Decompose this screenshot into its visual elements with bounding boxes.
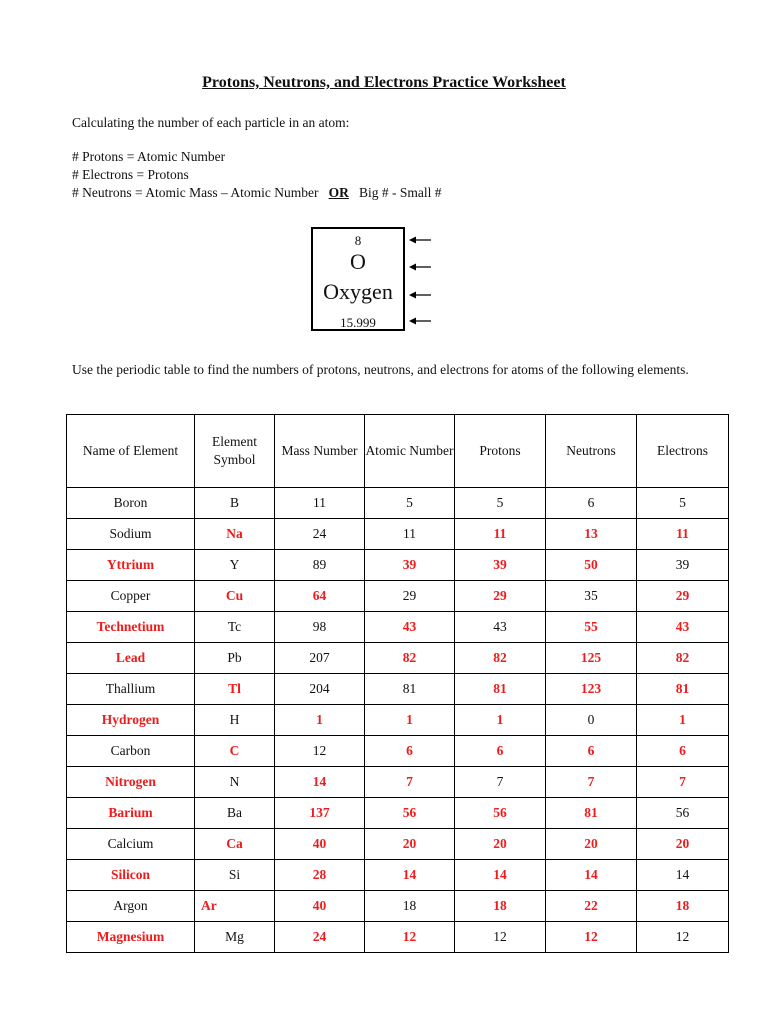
cell-electrons: 18 [637,891,729,922]
element-key-box [311,227,405,331]
formula-or-word: OR [328,185,349,200]
cell-atomic-number: 5 [365,488,455,519]
header-neutrons: Neutrons [546,415,637,488]
cell-mass-number: 14 [275,767,365,798]
cell-element-name: Magnesium [67,922,195,953]
formula-neutrons [72,184,441,202]
cell-element-name: Silicon [67,860,195,891]
formula-neutrons-suffix: Big # - Small # [358,185,442,200]
cell-element-name: Nitrogen [67,767,195,798]
cell-atomic-number: 6 [365,736,455,767]
cell-neutrons: 81 [546,798,637,829]
cell-electrons: 29 [637,581,729,612]
cell-electrons: 39 [637,550,729,581]
element-table [66,414,729,953]
cell-atomic-number: 1 [365,705,455,736]
cell-neutrons: 35 [546,581,637,612]
cell-electrons: 11 [637,519,729,550]
cell-element-name: Hydrogen [67,705,195,736]
cell-neutrons: 123 [546,674,637,705]
cell-neutrons: 6 [546,736,637,767]
cell-mass-number: 207 [275,643,365,674]
table-row [67,829,729,860]
cell-atomic-number: 39 [365,550,455,581]
cell-protons: 81 [455,674,546,705]
cell-protons: 56 [455,798,546,829]
cell-mass-number: 98 [275,612,365,643]
arrow-left-icon [409,316,431,326]
table-row [67,736,729,767]
cell-element-name: Boron [67,488,195,519]
cell-element-symbol: B [195,488,275,519]
cell-mass-number: 11 [275,488,365,519]
cell-element-symbol: Tc [195,612,275,643]
arrow-left-icon [409,262,431,272]
cell-protons: 12 [455,922,546,953]
formula-protons: # Protons = Atomic Number [72,149,226,164]
cell-element-symbol: Ba [195,798,275,829]
table-row [67,581,729,612]
cell-protons: 20 [455,829,546,860]
cell-protons: 7 [455,767,546,798]
cell-neutrons: 20 [546,829,637,860]
cell-element-symbol: H [195,705,275,736]
cell-mass-number: 64 [275,581,365,612]
table-row [67,767,729,798]
cell-neutrons: 6 [546,488,637,519]
cell-atomic-number: 11 [365,519,455,550]
cell-atomic-number: 81 [365,674,455,705]
cell-neutrons: 14 [546,860,637,891]
cell-electrons: 43 [637,612,729,643]
cell-mass-number: 40 [275,829,365,860]
key-element-name: Oxygen [323,279,393,304]
cell-neutrons: 55 [546,612,637,643]
cell-mass-number: 89 [275,550,365,581]
formula-neutrons-prefix: # Neutrons = Atomic Mass – Atomic Number [72,185,319,200]
cell-electrons: 7 [637,767,729,798]
cell-element-symbol: Cu [195,581,275,612]
cell-element-symbol: Ar [195,891,275,922]
arrow-left-icon [409,235,431,245]
cell-atomic-number: 29 [365,581,455,612]
cell-electrons: 20 [637,829,729,860]
cell-electrons: 6 [637,736,729,767]
header-protons: Protons [455,415,546,488]
key-element-symbol: O [350,249,366,274]
header-element-symbol: Element Symbol [195,415,275,488]
table-row [67,674,729,705]
table-row [67,860,729,891]
table-row [67,643,729,674]
cell-atomic-number: 56 [365,798,455,829]
cell-protons: 14 [455,860,546,891]
cell-electrons: 56 [637,798,729,829]
cell-electrons: 14 [637,860,729,891]
cell-protons: 82 [455,643,546,674]
cell-atomic-number: 18 [365,891,455,922]
cell-element-name: Thallium [67,674,195,705]
cell-neutrons: 22 [546,891,637,922]
cell-atomic-number: 7 [365,767,455,798]
cell-element-name: Sodium [67,519,195,550]
cell-protons: 6 [455,736,546,767]
key-atomic-number: 8 [354,233,362,248]
table-row [67,550,729,581]
cell-mass-number: 24 [275,519,365,550]
cell-electrons: 1 [637,705,729,736]
header-mass-number: Mass Number [275,415,365,488]
arrow-left-icon [409,290,431,300]
table-row [67,798,729,829]
table-row [67,488,729,519]
cell-protons: 18 [455,891,546,922]
cell-element-symbol: N [195,767,275,798]
cell-electrons: 82 [637,643,729,674]
intro-text: Calculating the number of each particle in an atom: [72,115,350,130]
table-row [67,891,729,922]
table-header-row [67,415,729,488]
cell-element-symbol: Pb [195,643,275,674]
cell-protons: 11 [455,519,546,550]
cell-neutrons: 50 [546,550,637,581]
cell-neutrons: 12 [546,922,637,953]
cell-protons: 39 [455,550,546,581]
cell-mass-number: 1 [275,705,365,736]
cell-protons: 5 [455,488,546,519]
header-atomic-number: Atomic Number [365,415,455,488]
cell-element-name: Argon [67,891,195,922]
formula-electrons: # Electrons = Protons [72,167,189,182]
cell-mass-number: 40 [275,891,365,922]
cell-element-name: Copper [67,581,195,612]
cell-element-name: Yttrium [67,550,195,581]
cell-element-symbol: C [195,736,275,767]
cell-mass-number: 137 [275,798,365,829]
cell-atomic-number: 20 [365,829,455,860]
cell-neutrons: 7 [546,767,637,798]
cell-mass-number: 24 [275,922,365,953]
cell-element-symbol: Y [195,550,275,581]
cell-electrons: 81 [637,674,729,705]
instructions-text: Use the periodic table to find the numbers of protons, neutrons, and electrons for atoms of the following elements. [72,362,689,377]
table-row [67,705,729,736]
cell-element-symbol: Mg [195,922,275,953]
cell-element-symbol: Si [195,860,275,891]
key-atomic-mass: 15.999 [340,315,376,330]
cell-neutrons: 0 [546,705,637,736]
cell-mass-number: 28 [275,860,365,891]
cell-element-name: Calcium [67,829,195,860]
cell-electrons: 5 [637,488,729,519]
table-row [67,612,729,643]
cell-mass-number: 12 [275,736,365,767]
cell-protons: 1 [455,705,546,736]
cell-electrons: 12 [637,922,729,953]
table-row [67,922,729,953]
cell-atomic-number: 43 [365,612,455,643]
cell-element-name: Technetium [67,612,195,643]
cell-atomic-number: 14 [365,860,455,891]
cell-element-symbol: Tl [195,674,275,705]
cell-neutrons: 13 [546,519,637,550]
cell-element-name: Barium [67,798,195,829]
cell-element-name: Lead [67,643,195,674]
worksheet-title: Protons, Neutrons, and Electrons Practice Worksheet [202,74,566,91]
cell-element-symbol: Ca [195,829,275,860]
cell-mass-number: 204 [275,674,365,705]
header-name-of-element: Name of Element [67,415,195,488]
cell-protons: 29 [455,581,546,612]
cell-protons: 43 [455,612,546,643]
cell-neutrons: 125 [546,643,637,674]
cell-element-symbol: Na [195,519,275,550]
header-electrons: Electrons [637,415,729,488]
cell-element-name: Carbon [67,736,195,767]
cell-atomic-number: 12 [365,922,455,953]
cell-atomic-number: 82 [365,643,455,674]
table-row [67,519,729,550]
